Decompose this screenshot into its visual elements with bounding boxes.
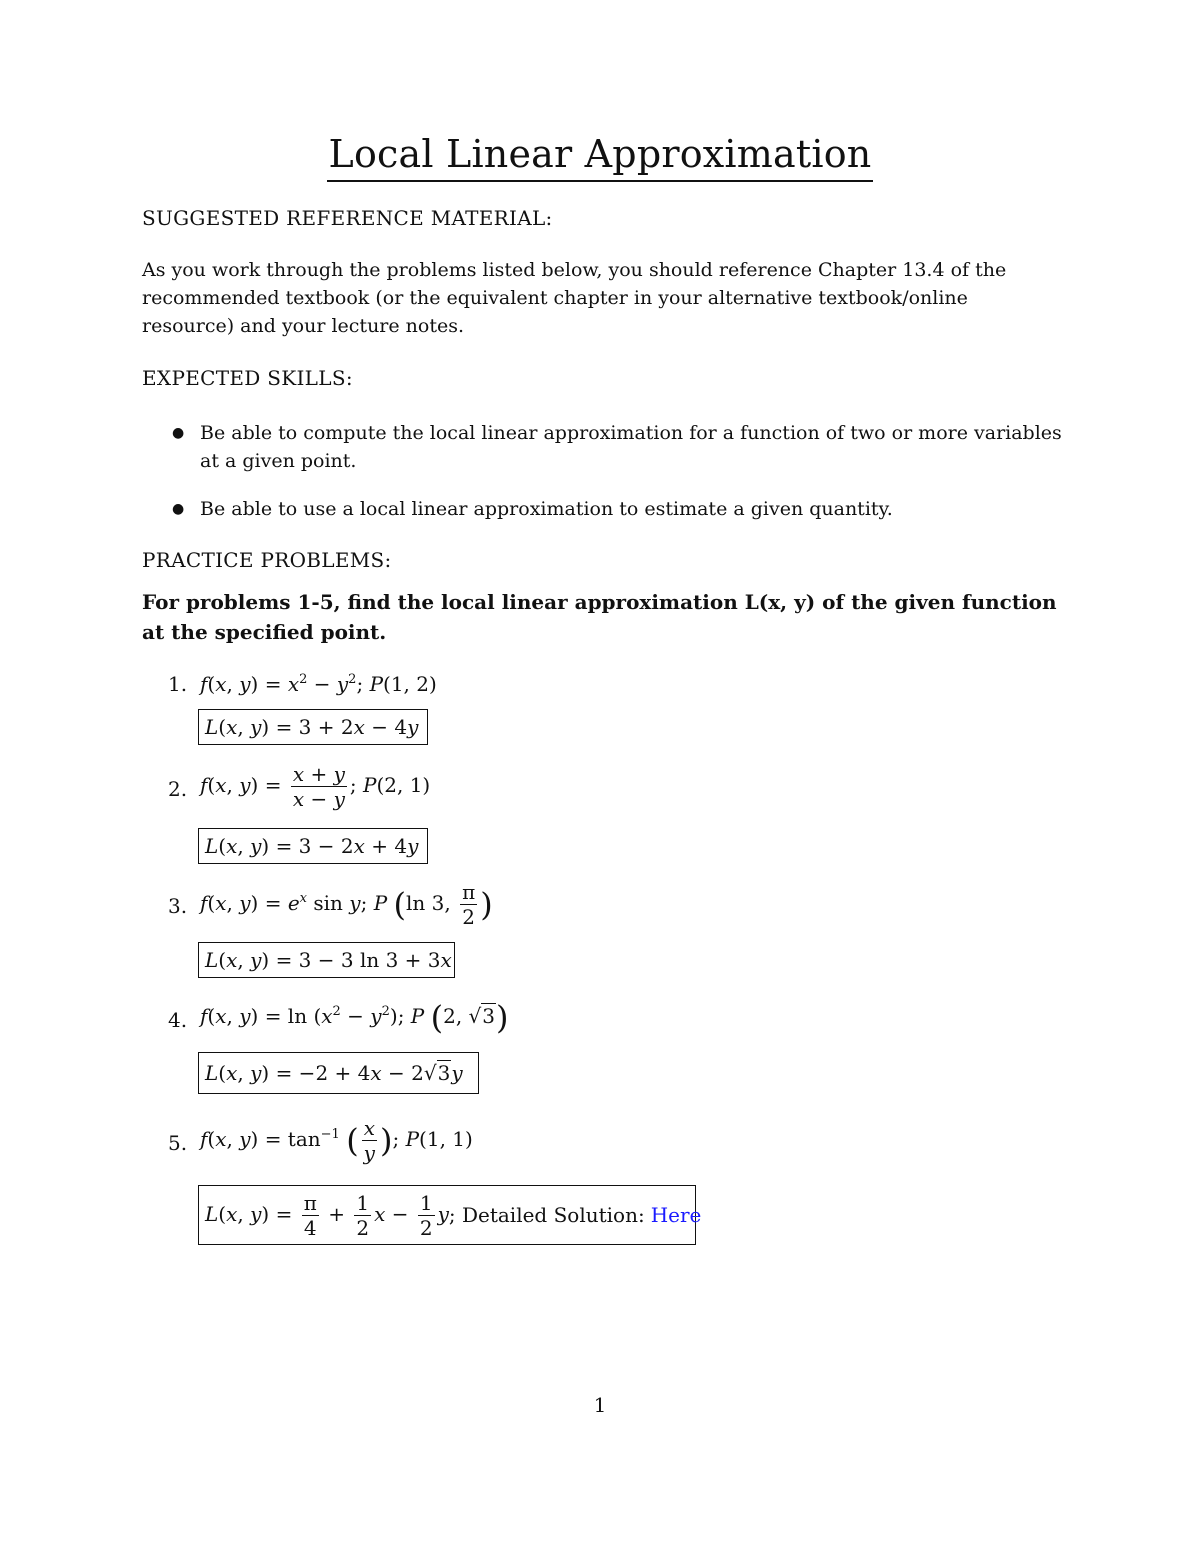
bullet-icon: ● (172, 425, 185, 441)
problem-5-answer: L(x, y) = $\frac{\pi}{4}$ + $\frac{1}{2}$ x − $\frac{1}{2}$ y ; Detailed Solution: Here (198, 1185, 696, 1245)
page-title: Local Linear Approximation (0, 132, 1200, 176)
problem-5-function: f(x, $y) = \tan^{-1}$ ( $\frac{x}{y}$ ); P(1, 1) (200, 1116, 473, 1165)
problem-2-answer: L(x, y) = 3 − 2x + 4y (198, 828, 428, 864)
problem-2-function: f(x, y) = $\frac{x + y}{x - y}$ ; P(2, 1) (200, 762, 431, 811)
reference-text: As you work through the problems listed below, you should reference Chapter 13.4 of the recommended textbook (or the equivalent chapter in your alternative textbook/online resource) and your lecture notes. (142, 259, 1007, 337)
skill-item-2: Be able to use a local linear approximation to estimate a given quantity. (200, 498, 893, 520)
answer-suffix: ; Detailed Solution: (448, 1203, 645, 1227)
bullet-icon: ● (172, 501, 185, 517)
problem-4-function: f(x, $y) = \ln (x^2 - y^2)$; P (2, √3) (200, 998, 509, 1037)
skill-item-1: Be able to compute the local linear approximation for a function of two or more variables at a given point. (200, 422, 1062, 472)
problem-3-function: f(x, $y) = e^x$ sin y; P (ln 3, $\frac{\pi}{2}$ ) (200, 880, 493, 929)
problem-number: 2. (168, 777, 188, 801)
problem-number: 5. (168, 1131, 188, 1155)
reference-heading: SUGGESTED REFERENCE MATERIAL: (142, 206, 553, 230)
problem-number: 1. (168, 672, 188, 696)
page-number: 1 (593, 1393, 607, 1417)
detailed-solution-link[interactable]: Here (650, 1203, 702, 1227)
skills-heading: EXPECTED SKILLS: (142, 366, 353, 390)
practice-heading: PRACTICE PROBLEMS: (142, 548, 392, 572)
problem-1-answer: L(x, y) = 3 + 2x − 4y (198, 709, 428, 745)
problem-number: 3. (168, 894, 188, 918)
problem-4-answer: L(x, y) = −2 + 4x − 2√3y (198, 1052, 479, 1094)
problem-number: 4. (168, 1008, 188, 1032)
practice-intro: For problems 1-5, find the local linear approximation L(x, y) of the given function at the specified point. (142, 590, 1057, 644)
problem-3-answer: L(x, y) = 3 − 3 ln 3 + 3x (198, 942, 455, 978)
problem-1-function: f(x, $y) = x^2 - y^2$; P(1, 2) (200, 672, 437, 696)
